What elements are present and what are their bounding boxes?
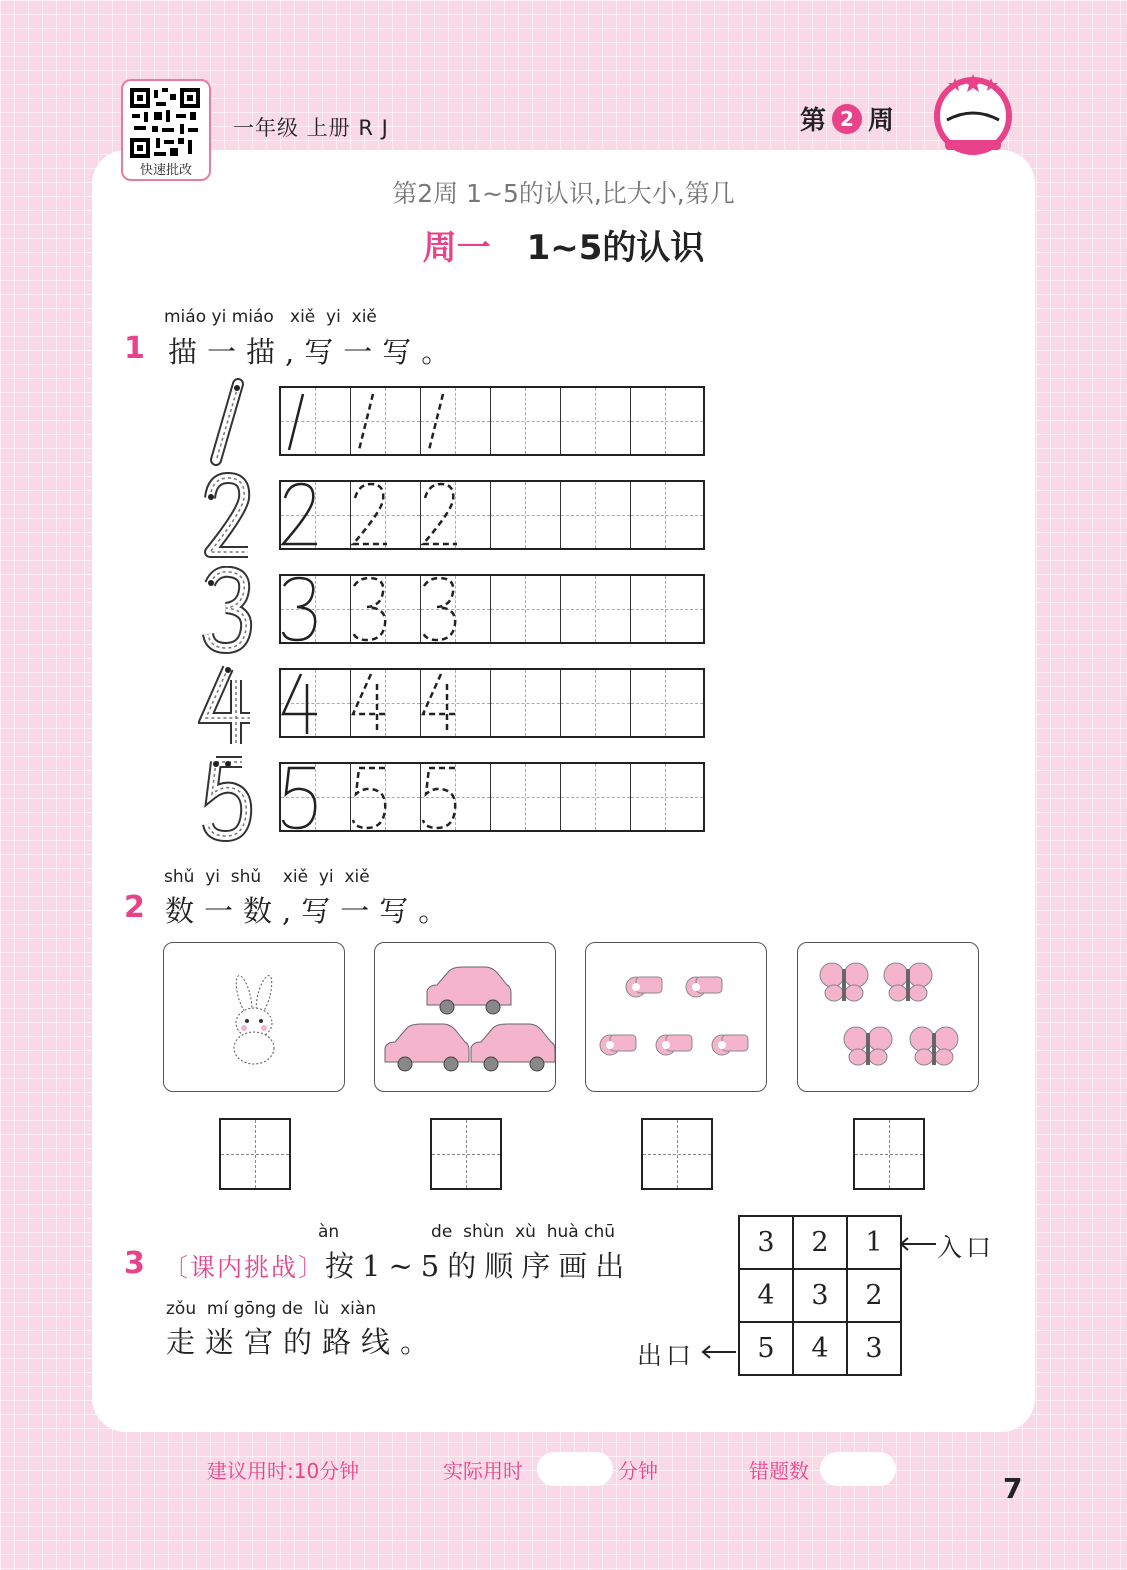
model-digit-2 [198,472,258,562]
maze-grid[interactable] [738,1215,902,1376]
answer-box-whistles[interactable] [641,1118,713,1190]
picture-cars [374,942,556,1092]
week-prefix: 第 [800,106,827,136]
qr-label: 快速批改 [139,163,192,178]
tracing-digits-5 [281,764,703,830]
maze-cell[interactable]: 2 [847,1269,901,1322]
grade-label: 一年级 上册 R J [233,116,389,140]
answer-box-cars[interactable] [430,1118,502,1190]
q1-pinyin: miáo yi miáo xiě yi xiě [164,307,377,327]
brand-logo [933,72,1013,162]
q3-challenge-tag: 〔课内挑战〕 [163,1253,326,1282]
tracing-digits-1 [281,388,703,454]
qr-code[interactable] [121,79,211,181]
q2-instruction: 数一数,写一写。 [165,894,458,928]
q2-pinyin: shǔ yi shǔ xiě yi xiě [164,867,370,887]
answer-box-butterflies[interactable] [853,1118,925,1190]
error-count-input[interactable] [820,1452,896,1486]
page-subtitle: 第2周 1~5的认识,比大小,第几 [392,179,735,208]
actual-time-input[interactable] [537,1452,613,1486]
maze-cell[interactable]: 4 [793,1322,847,1375]
maze-cell[interactable]: 3 [793,1269,847,1322]
picture-rabbit [163,942,345,1092]
qr-code-image [130,88,200,158]
page-number: 7 [1003,1472,1023,1505]
q3-number: 3 [124,1246,145,1281]
picture-butterflies [797,942,979,1092]
maze-cell[interactable]: 1 [847,1216,901,1269]
rabbit-icon [164,943,344,1091]
week-label [800,100,894,137]
entrance-arrow-icon [898,1236,938,1252]
tracing-row-1[interactable] [279,386,705,456]
q1-number: 1 [124,331,145,366]
maze-exit-label: 出口 [637,1341,696,1370]
minutes-label: 分钟 [618,1459,658,1483]
whistle-icon [586,943,766,1091]
exit-arrow-icon [700,1344,738,1360]
butterfly-icon [798,943,978,1091]
tracing-digits-4 [281,670,703,736]
model-digit-1 [200,378,260,468]
maze-entrance-label: 入口 [937,1233,996,1262]
q3-pinyin-line2: zǒu mí gōng de lù xiàn [166,1299,377,1319]
title-topic: 1~5的认识 [526,228,705,268]
model-digit-4 [198,660,258,750]
tracing-row-2[interactable] [279,480,705,550]
q3-instruction-line2: 走迷宫的路线。 [166,1325,440,1359]
tracing-row-3[interactable] [279,574,705,644]
week-suffix: 周 [868,106,895,136]
maze-cell[interactable]: 2 [793,1216,847,1269]
model-digit-3 [198,566,258,656]
tracing-row-4[interactable] [279,668,705,738]
q3-text-line1: 按1~5的顺序画出 [325,1249,633,1283]
tracing-digits-2 [281,482,703,548]
answer-box-rabbit[interactable] [219,1118,291,1190]
page-title [0,220,1127,269]
actual-time-label: 实际用时 [443,1459,523,1483]
maze-cell[interactable]: 5 [739,1322,793,1375]
tracing-digits-3 [281,576,703,642]
model-digit-5 [198,754,258,844]
maze-cell[interactable]: 4 [739,1269,793,1322]
q1-instruction: 描一描,写一写。 [168,335,461,369]
maze-cell[interactable]: 3 [847,1322,901,1375]
maze-cell[interactable]: 3 [739,1216,793,1269]
error-count-label: 错题数 [749,1459,809,1483]
car-icon [375,943,555,1091]
q3-instruction-line1 [163,1244,632,1285]
tracing-row-5[interactable] [279,762,705,832]
week-number-badge: 2 [832,104,862,134]
q3-pinyin-line1: àn de shùn xù huà chū [318,1222,616,1242]
suggested-time: 建议用时:10分钟 [207,1459,360,1483]
picture-whistles [585,942,767,1092]
q2-number: 2 [124,890,145,925]
title-day: 周一 [422,228,491,268]
